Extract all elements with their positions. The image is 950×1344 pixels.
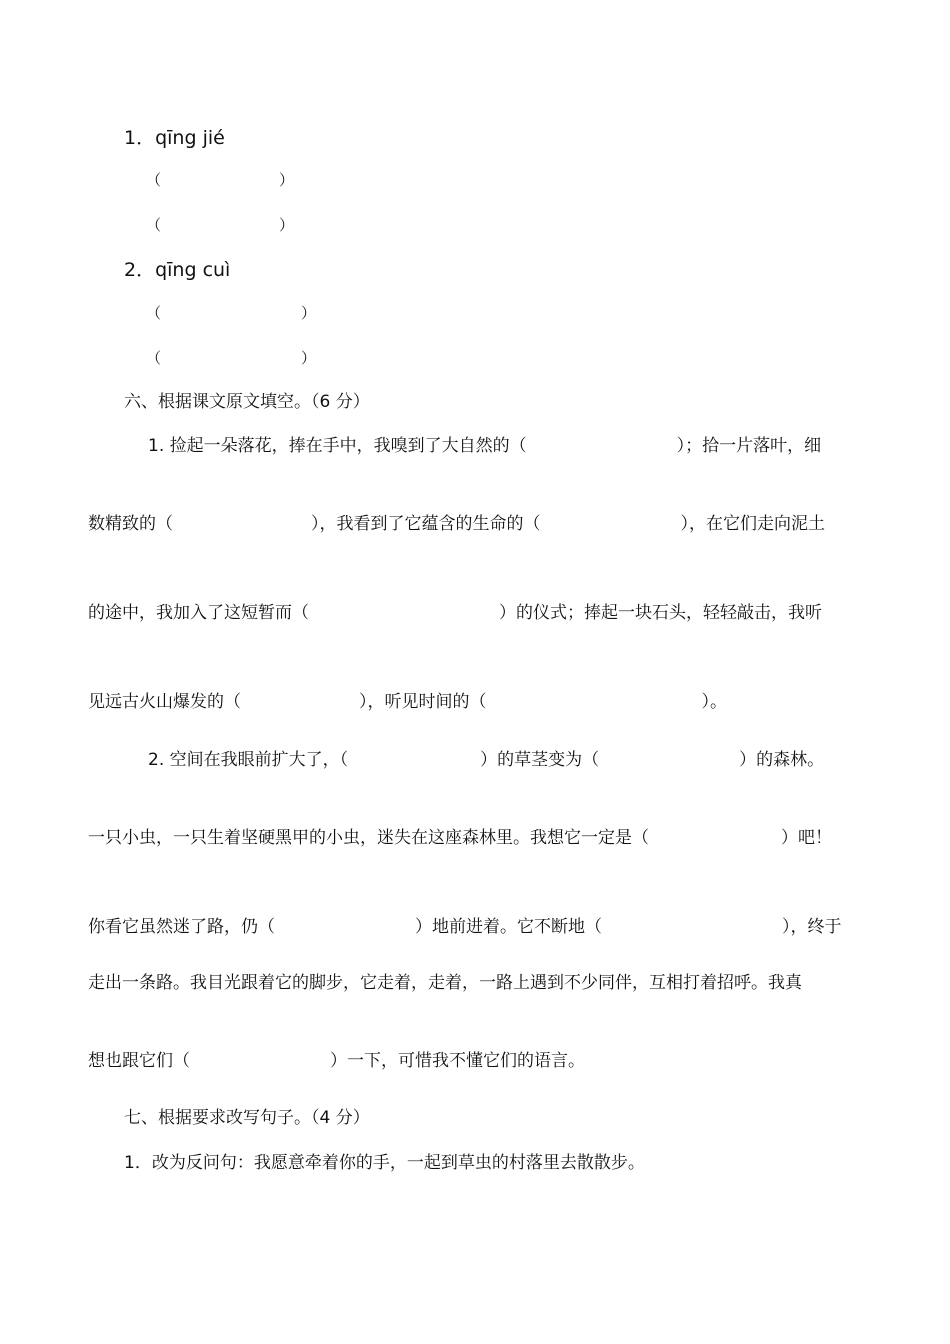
fill-line	[88, 690, 727, 714]
text-segment: ）的草茎变为（	[480, 750, 600, 770]
section-7-title: 七、根据要求改写句子。（4 分）	[124, 1108, 370, 1128]
text-segment: ）地前进着。它不断地（	[415, 917, 602, 937]
text-segment: 2. 空间在我眼前扩大了，（	[148, 750, 349, 770]
open-paren: （	[146, 216, 162, 234]
text-segment: ）一下，可惜我不懂它们的语言。	[330, 1051, 585, 1071]
fill-line	[88, 1049, 585, 1073]
answer-blank-2a	[146, 301, 316, 325]
close-paren: ）	[279, 216, 295, 234]
fill-line	[88, 512, 825, 536]
close-paren: ）	[301, 349, 317, 367]
text-segment: ）；拾一片落叶，细	[676, 436, 822, 456]
open-paren: （	[146, 349, 162, 367]
close-paren: ）	[279, 171, 295, 189]
text-segment: ），在它们走向泥土	[680, 514, 825, 534]
close-paren: ）	[301, 304, 317, 322]
text-segment: 想也跟它们（	[88, 1051, 190, 1071]
fill-line	[88, 826, 832, 850]
text-segment: 数精致的（	[88, 514, 173, 534]
answer-blank-1b	[146, 213, 294, 237]
text-segment: ）吧！	[781, 828, 832, 848]
pinyin-item-1: 1．qīng jié	[124, 127, 225, 149]
fill-line	[88, 601, 822, 625]
text-segment: 你看它虽然迷了路，仍（	[88, 917, 275, 937]
text-segment: ）。	[701, 692, 727, 712]
text-segment: ），我看到了它蕴含的生命的（	[311, 514, 541, 534]
text-segment: 的途中，我加入了这短暂而（	[88, 603, 309, 623]
fill-line	[148, 434, 821, 458]
answer-blank-2b	[146, 346, 316, 370]
fill-line	[148, 748, 824, 772]
rewrite-question-1: 1．改为反问句：我愿意牵着你的手，一起到草虫的村落里去散散步。	[124, 1153, 645, 1173]
text-segment: ）的仪式；捧起一块石头，轻轻敲击，我听	[499, 603, 822, 623]
open-paren: （	[146, 304, 162, 322]
text-segment: 1. 捡起一朵落花，捧在手中，我嗅到了大自然的（	[148, 436, 527, 456]
section-6-title: 六、根据课文原文填空。（6 分）	[124, 392, 370, 412]
pinyin-item-2: 2．qīng cuì	[124, 259, 231, 281]
text-segment: 一只小虫，一只生着坚硬黑甲的小虫，迷失在这座森林里。我想它一定是（	[88, 828, 649, 848]
answer-blank-1a	[146, 168, 294, 192]
text-segment: ），听见时间的（	[359, 692, 487, 712]
text-segment: ）的森林。	[739, 750, 825, 770]
fill-line: 走出一条路。我目光跟着它的脚步，它走着，走着，一路上遇到不少同伴，互相打着招呼。我真	[88, 973, 802, 993]
text-segment: 见远古火山爆发的（	[88, 692, 241, 712]
open-paren: （	[146, 171, 162, 189]
text-segment: ），终于	[782, 917, 842, 937]
fill-line	[88, 915, 842, 939]
